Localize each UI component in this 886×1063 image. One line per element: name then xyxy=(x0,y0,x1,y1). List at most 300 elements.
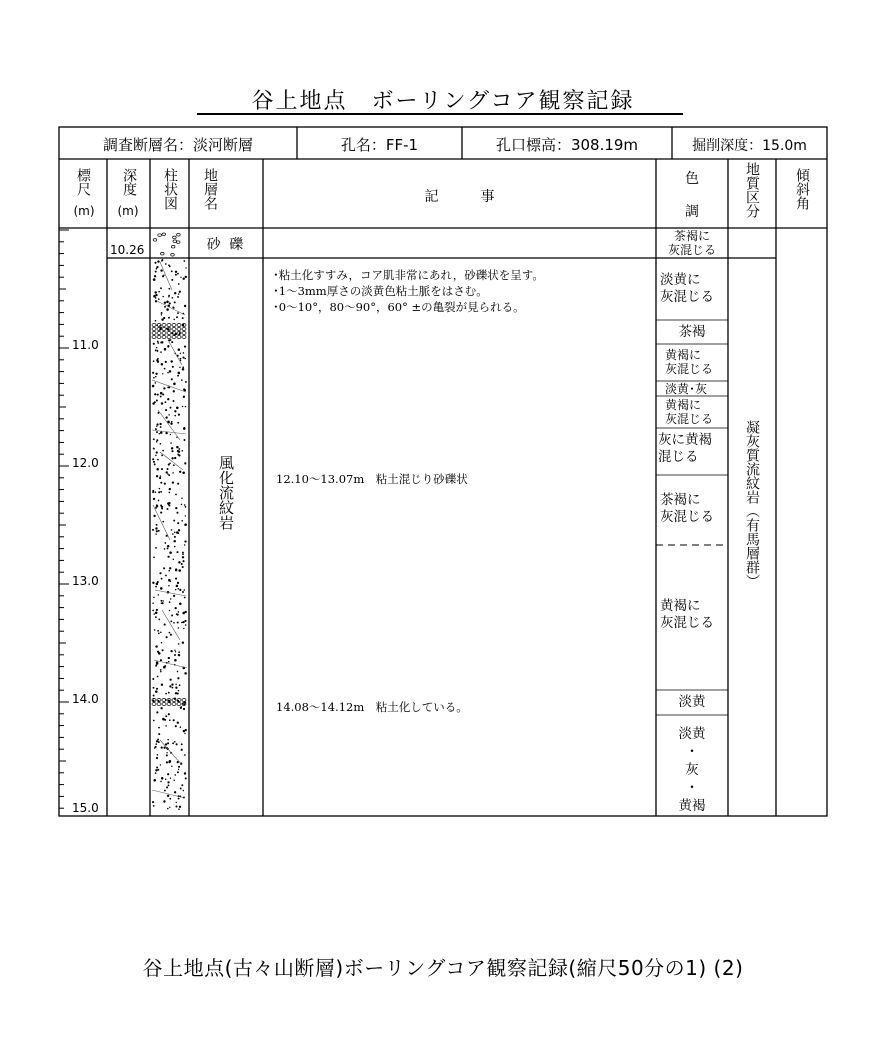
core-crack xyxy=(155,300,185,315)
core-dot xyxy=(158,291,160,293)
core-dot xyxy=(152,491,154,493)
core-dot xyxy=(166,786,168,788)
core-dot xyxy=(157,676,159,678)
core-dot xyxy=(153,448,155,450)
core-dot xyxy=(158,652,161,655)
core-pebble xyxy=(171,254,175,257)
core-dot xyxy=(184,462,186,464)
core-dot xyxy=(161,402,163,404)
color-entry: 黄褐に 灰混じる xyxy=(665,348,714,376)
core-dot xyxy=(173,559,174,560)
core-pebble xyxy=(177,234,181,237)
core-dot xyxy=(156,524,158,526)
core-dot xyxy=(160,764,161,765)
core-dot xyxy=(170,598,171,599)
core-dot xyxy=(178,561,180,563)
core-dot xyxy=(156,583,159,586)
core-dot xyxy=(157,459,159,461)
core-dot xyxy=(174,292,176,294)
core-dot xyxy=(162,450,164,452)
core-pebble xyxy=(173,240,177,243)
core-dot xyxy=(156,268,158,270)
core-dot xyxy=(164,548,166,550)
core-dot xyxy=(161,468,163,470)
core-dot xyxy=(184,544,185,545)
core-dot xyxy=(167,739,169,741)
core-dot xyxy=(185,777,187,779)
core-dot xyxy=(182,368,185,371)
core-dot xyxy=(168,317,170,319)
core-dot xyxy=(157,423,159,425)
core-dot xyxy=(181,504,183,506)
core-dot xyxy=(166,301,169,304)
core-dot xyxy=(184,346,186,348)
core-pebble xyxy=(157,703,161,706)
core-dot xyxy=(167,773,169,775)
core-dot xyxy=(174,791,176,793)
core-pebble xyxy=(173,236,177,239)
header-notes: 記 事 xyxy=(424,189,495,205)
core-dot xyxy=(155,664,157,666)
core-dot xyxy=(182,552,184,554)
header-depth: 深度 xyxy=(121,168,137,196)
core-dot xyxy=(169,551,172,554)
core-dot xyxy=(153,515,155,517)
core-dot xyxy=(171,457,173,459)
core-dot xyxy=(160,431,163,434)
core-dot xyxy=(178,611,180,613)
core-pebble xyxy=(172,328,176,331)
core-dot xyxy=(171,341,173,343)
core-dot xyxy=(167,508,169,510)
core-dot xyxy=(169,798,171,800)
core-dot xyxy=(163,274,164,275)
core-dot xyxy=(155,743,157,745)
core-pebble xyxy=(152,336,156,339)
core-dot xyxy=(157,350,159,352)
core-pebble xyxy=(157,332,161,335)
core-pebble xyxy=(177,324,181,327)
core-dot xyxy=(153,613,155,615)
core-dot xyxy=(173,540,175,542)
core-dot xyxy=(163,800,165,802)
core-dot xyxy=(182,566,184,568)
core-dot xyxy=(184,523,187,526)
core-dot xyxy=(167,781,169,783)
core-pebble xyxy=(167,336,171,339)
core-dot xyxy=(179,332,181,334)
core-dot xyxy=(160,669,162,671)
core-pebble xyxy=(152,324,156,327)
core-dot xyxy=(161,578,163,580)
scale-label: 13.0 xyxy=(72,574,99,588)
core-dot xyxy=(167,372,169,374)
core-dot xyxy=(179,291,181,293)
core-dot xyxy=(178,448,180,450)
core-dot xyxy=(155,612,158,615)
core-dot xyxy=(169,807,170,808)
core-dot xyxy=(168,474,170,476)
core-dot xyxy=(178,651,180,653)
core-dot xyxy=(155,533,156,534)
core-dot xyxy=(179,367,180,368)
core-dot xyxy=(171,529,173,531)
core-dot xyxy=(172,306,174,308)
core-dot xyxy=(160,671,162,673)
core-dot xyxy=(156,688,158,690)
core-dot xyxy=(181,622,182,623)
core-pebble xyxy=(177,703,181,706)
core-dot xyxy=(166,761,168,763)
core-dot xyxy=(153,779,156,782)
core-dot xyxy=(175,805,177,807)
core-dot xyxy=(184,540,186,542)
core-dot xyxy=(179,602,182,605)
core-dot xyxy=(171,615,173,617)
core-dot xyxy=(160,475,161,476)
core-dot xyxy=(174,457,176,459)
core-dot xyxy=(161,683,163,685)
core-dot xyxy=(185,276,187,278)
core-dot xyxy=(181,497,182,498)
core-dot xyxy=(155,507,157,509)
fault-name: 調査断層名：淡河断層 xyxy=(102,136,253,154)
core-dot xyxy=(175,684,177,686)
core-dot xyxy=(160,600,162,602)
core-dot xyxy=(156,757,158,759)
core-dot xyxy=(156,767,158,769)
core-dot xyxy=(160,587,163,590)
core-dot xyxy=(156,609,158,611)
core-dot xyxy=(184,772,186,774)
geology-unit: 凝灰質流紋岩（有馬層群） xyxy=(744,420,760,588)
core-dot xyxy=(169,760,172,763)
core-dot xyxy=(153,695,155,697)
core-dot xyxy=(174,410,176,412)
core-dot xyxy=(181,743,183,745)
note-line: ･0～10°，80～90°，60° ±の亀裂が見られる。 xyxy=(273,300,525,314)
core-pebble xyxy=(162,324,166,327)
core-dot xyxy=(162,649,164,651)
core-dot xyxy=(169,685,171,687)
core-dot xyxy=(178,769,180,771)
core-dot xyxy=(168,264,170,266)
core-dot xyxy=(158,619,160,621)
core-dot xyxy=(172,481,174,483)
core-dot xyxy=(161,746,163,748)
core-dot xyxy=(166,468,168,470)
core-dot xyxy=(171,683,173,685)
core-dot xyxy=(164,301,166,303)
core-dot xyxy=(162,600,163,601)
core-dot xyxy=(164,790,166,792)
core-dot xyxy=(161,260,163,262)
core-dot xyxy=(153,687,155,689)
core-dot xyxy=(169,370,172,373)
core-dot xyxy=(167,545,169,547)
core-dot xyxy=(170,634,172,636)
core-dot xyxy=(173,319,175,321)
core-dot xyxy=(178,798,180,800)
core-dot xyxy=(167,808,169,810)
core-dot xyxy=(165,715,167,717)
core-dot xyxy=(171,279,173,281)
core-pebble xyxy=(172,324,176,327)
core-dot xyxy=(156,661,159,664)
core-dot xyxy=(175,274,177,276)
core-dot xyxy=(154,747,156,749)
core-dot xyxy=(177,621,179,623)
core-dot xyxy=(156,504,157,505)
color-entry: 黄褐に 灰混じる xyxy=(665,398,714,426)
core-dot xyxy=(175,607,177,609)
core-dot xyxy=(160,491,162,493)
core-dot xyxy=(174,536,176,538)
core-dot xyxy=(152,372,154,374)
core-dot xyxy=(177,722,179,724)
core-dot xyxy=(177,422,179,424)
core-dot xyxy=(159,433,160,434)
core-dot xyxy=(153,461,155,463)
core-pebble xyxy=(172,703,176,706)
core-dot xyxy=(184,754,186,756)
core-dot xyxy=(160,351,162,353)
core-dot xyxy=(159,488,160,489)
core-dot xyxy=(161,318,163,320)
core-dot xyxy=(175,578,177,580)
core-dot xyxy=(160,781,162,783)
core-dot xyxy=(178,529,180,531)
core-dot xyxy=(161,455,163,457)
core-dot xyxy=(172,297,174,299)
figure-caption: 谷上地点(古々山断層)ボーリングコア観察記録(縮尺50分の1) (2) xyxy=(142,956,744,980)
core-dot xyxy=(183,628,184,629)
core-dot xyxy=(174,654,176,656)
core-dot xyxy=(160,392,163,395)
core-dot xyxy=(178,766,180,768)
core-dot xyxy=(152,402,154,404)
core-dot xyxy=(158,500,160,502)
core-dot xyxy=(169,601,171,603)
core-dot xyxy=(170,650,172,652)
core-pebble xyxy=(152,328,156,331)
core-dot xyxy=(180,726,182,728)
core-dot xyxy=(161,363,164,366)
scale-label: 15.0 xyxy=(72,801,99,815)
core-dot xyxy=(182,553,184,555)
core-dot xyxy=(160,287,162,289)
core-dot xyxy=(181,706,183,708)
core-dot xyxy=(153,377,155,379)
core-dot xyxy=(170,778,171,779)
core-dot xyxy=(168,785,170,787)
core-dot xyxy=(172,366,174,368)
core-dot xyxy=(177,312,179,314)
core-dot xyxy=(165,361,167,363)
core-dot xyxy=(164,306,166,308)
core-dot xyxy=(184,733,185,734)
core-crack xyxy=(168,340,182,365)
core-dot xyxy=(154,393,156,395)
core-dot xyxy=(167,473,168,474)
core-dot xyxy=(183,730,185,732)
core-dot xyxy=(175,494,177,496)
core-pebble xyxy=(182,699,186,702)
core-dot xyxy=(179,471,181,473)
core-dot xyxy=(184,305,186,307)
core-crack xyxy=(154,660,187,668)
core-dot xyxy=(153,278,156,281)
color-entry: 淡黄･灰 xyxy=(665,382,708,396)
core-dot xyxy=(171,450,173,452)
note-line: 12.10～13.07m 粘土混じり砂礫状 xyxy=(276,472,468,486)
core-pebble xyxy=(171,245,175,248)
core-dot xyxy=(161,777,164,780)
core-dot xyxy=(155,428,157,430)
core-pebble xyxy=(167,332,171,335)
core-dot xyxy=(180,277,181,278)
core-dot xyxy=(175,589,176,590)
core-dot xyxy=(183,278,185,280)
depth-boundary-label: 10.26 xyxy=(110,243,145,257)
core-pebble xyxy=(152,332,156,335)
core-dot xyxy=(157,260,159,262)
core-dot xyxy=(167,556,169,558)
core-pebble xyxy=(161,252,165,255)
core-dot xyxy=(155,271,157,273)
core-dot xyxy=(171,360,173,362)
core-dot xyxy=(173,464,175,466)
core-dot xyxy=(160,707,162,709)
header-scale: 標尺 xyxy=(75,168,91,196)
core-dot xyxy=(168,570,170,572)
core-dot xyxy=(185,406,186,407)
core-dot xyxy=(173,780,175,782)
core-dot xyxy=(152,458,154,460)
core-dot xyxy=(173,390,175,392)
core-dot xyxy=(176,613,178,615)
color-entry: 茶褐に 灰混じる xyxy=(667,229,716,257)
core-dot xyxy=(153,805,155,807)
core-dot xyxy=(169,492,171,494)
color-entry: 淡黄に 灰混じる xyxy=(660,272,714,305)
core-dot xyxy=(153,597,155,599)
core-pebble xyxy=(158,234,162,237)
core-dot xyxy=(157,754,159,756)
core-dot xyxy=(170,679,172,681)
core-dot xyxy=(176,407,179,410)
core-dot xyxy=(181,563,183,565)
core-dot xyxy=(168,288,170,290)
color-entry: 茶褐 xyxy=(678,324,706,340)
core-dot xyxy=(178,808,180,810)
core-dot xyxy=(182,357,184,359)
core-column-pattern xyxy=(152,233,187,810)
core-dot xyxy=(169,462,171,464)
core-dot xyxy=(183,388,185,390)
core-dot xyxy=(168,503,170,505)
core-dot xyxy=(184,358,186,360)
core-dot xyxy=(178,627,180,629)
core-dot xyxy=(172,533,174,535)
core-dot xyxy=(171,447,173,449)
core-dot xyxy=(178,643,180,645)
core-pebble xyxy=(167,703,171,706)
core-dot xyxy=(177,450,179,452)
drill-depth: 掘削深度：15.0m xyxy=(692,138,807,154)
core-dot xyxy=(183,428,185,430)
core-dot xyxy=(167,742,169,744)
core-dot xyxy=(157,630,159,632)
core-dot xyxy=(172,687,174,689)
core-dot xyxy=(161,312,163,314)
core-dot xyxy=(156,266,158,268)
core-dot xyxy=(155,527,157,529)
core-dot xyxy=(156,426,157,427)
core-dot xyxy=(176,316,178,318)
core-dot xyxy=(185,381,187,383)
core-dot xyxy=(153,295,156,298)
core-dot xyxy=(185,506,187,508)
core-dot xyxy=(166,752,167,753)
core-dot xyxy=(171,378,173,380)
core-dot xyxy=(177,483,179,485)
core-dot xyxy=(160,659,162,661)
core-dot xyxy=(182,621,184,623)
core-dot xyxy=(172,472,174,474)
core-dot xyxy=(178,283,180,285)
header-column: 柱状図 xyxy=(162,168,178,210)
core-dot xyxy=(169,567,171,569)
header-depth-unit: (m) xyxy=(117,204,139,218)
core-dot xyxy=(166,308,169,311)
header-geo: 地質区分 xyxy=(744,162,760,218)
core-dot xyxy=(182,591,184,593)
core-dot xyxy=(160,632,162,634)
core-dot xyxy=(184,597,186,599)
core-dot xyxy=(165,693,167,695)
core-pebble xyxy=(182,332,186,335)
core-dot xyxy=(155,616,157,618)
core-dot xyxy=(161,602,163,604)
core-dot xyxy=(162,296,163,297)
core-dot xyxy=(165,743,167,745)
core-dot xyxy=(170,407,172,409)
core-dot xyxy=(153,360,155,362)
core-dot xyxy=(158,733,160,735)
core-dot xyxy=(184,620,186,622)
core-dot xyxy=(169,302,171,304)
core-dot xyxy=(152,801,154,803)
core-dot xyxy=(167,398,169,400)
note-line: ･粘土化すすみ，コア肌非常にあれ，砂礫状を呈す。 xyxy=(273,268,544,282)
core-dot xyxy=(182,556,184,558)
core-dot xyxy=(158,594,159,595)
strata-weathered-rhyolite: 風化流紋岩 xyxy=(217,455,235,530)
core-dot xyxy=(155,455,157,457)
core-dot xyxy=(181,749,183,751)
core-dot xyxy=(168,585,170,587)
core-dot xyxy=(168,657,170,659)
core-dot xyxy=(166,754,168,756)
core-dot xyxy=(153,557,155,559)
core-dot xyxy=(173,622,175,624)
core-dot xyxy=(175,507,177,509)
core-pebble xyxy=(167,324,171,327)
core-dot xyxy=(171,421,173,423)
core-dot xyxy=(165,409,167,411)
core-dot xyxy=(161,506,163,508)
